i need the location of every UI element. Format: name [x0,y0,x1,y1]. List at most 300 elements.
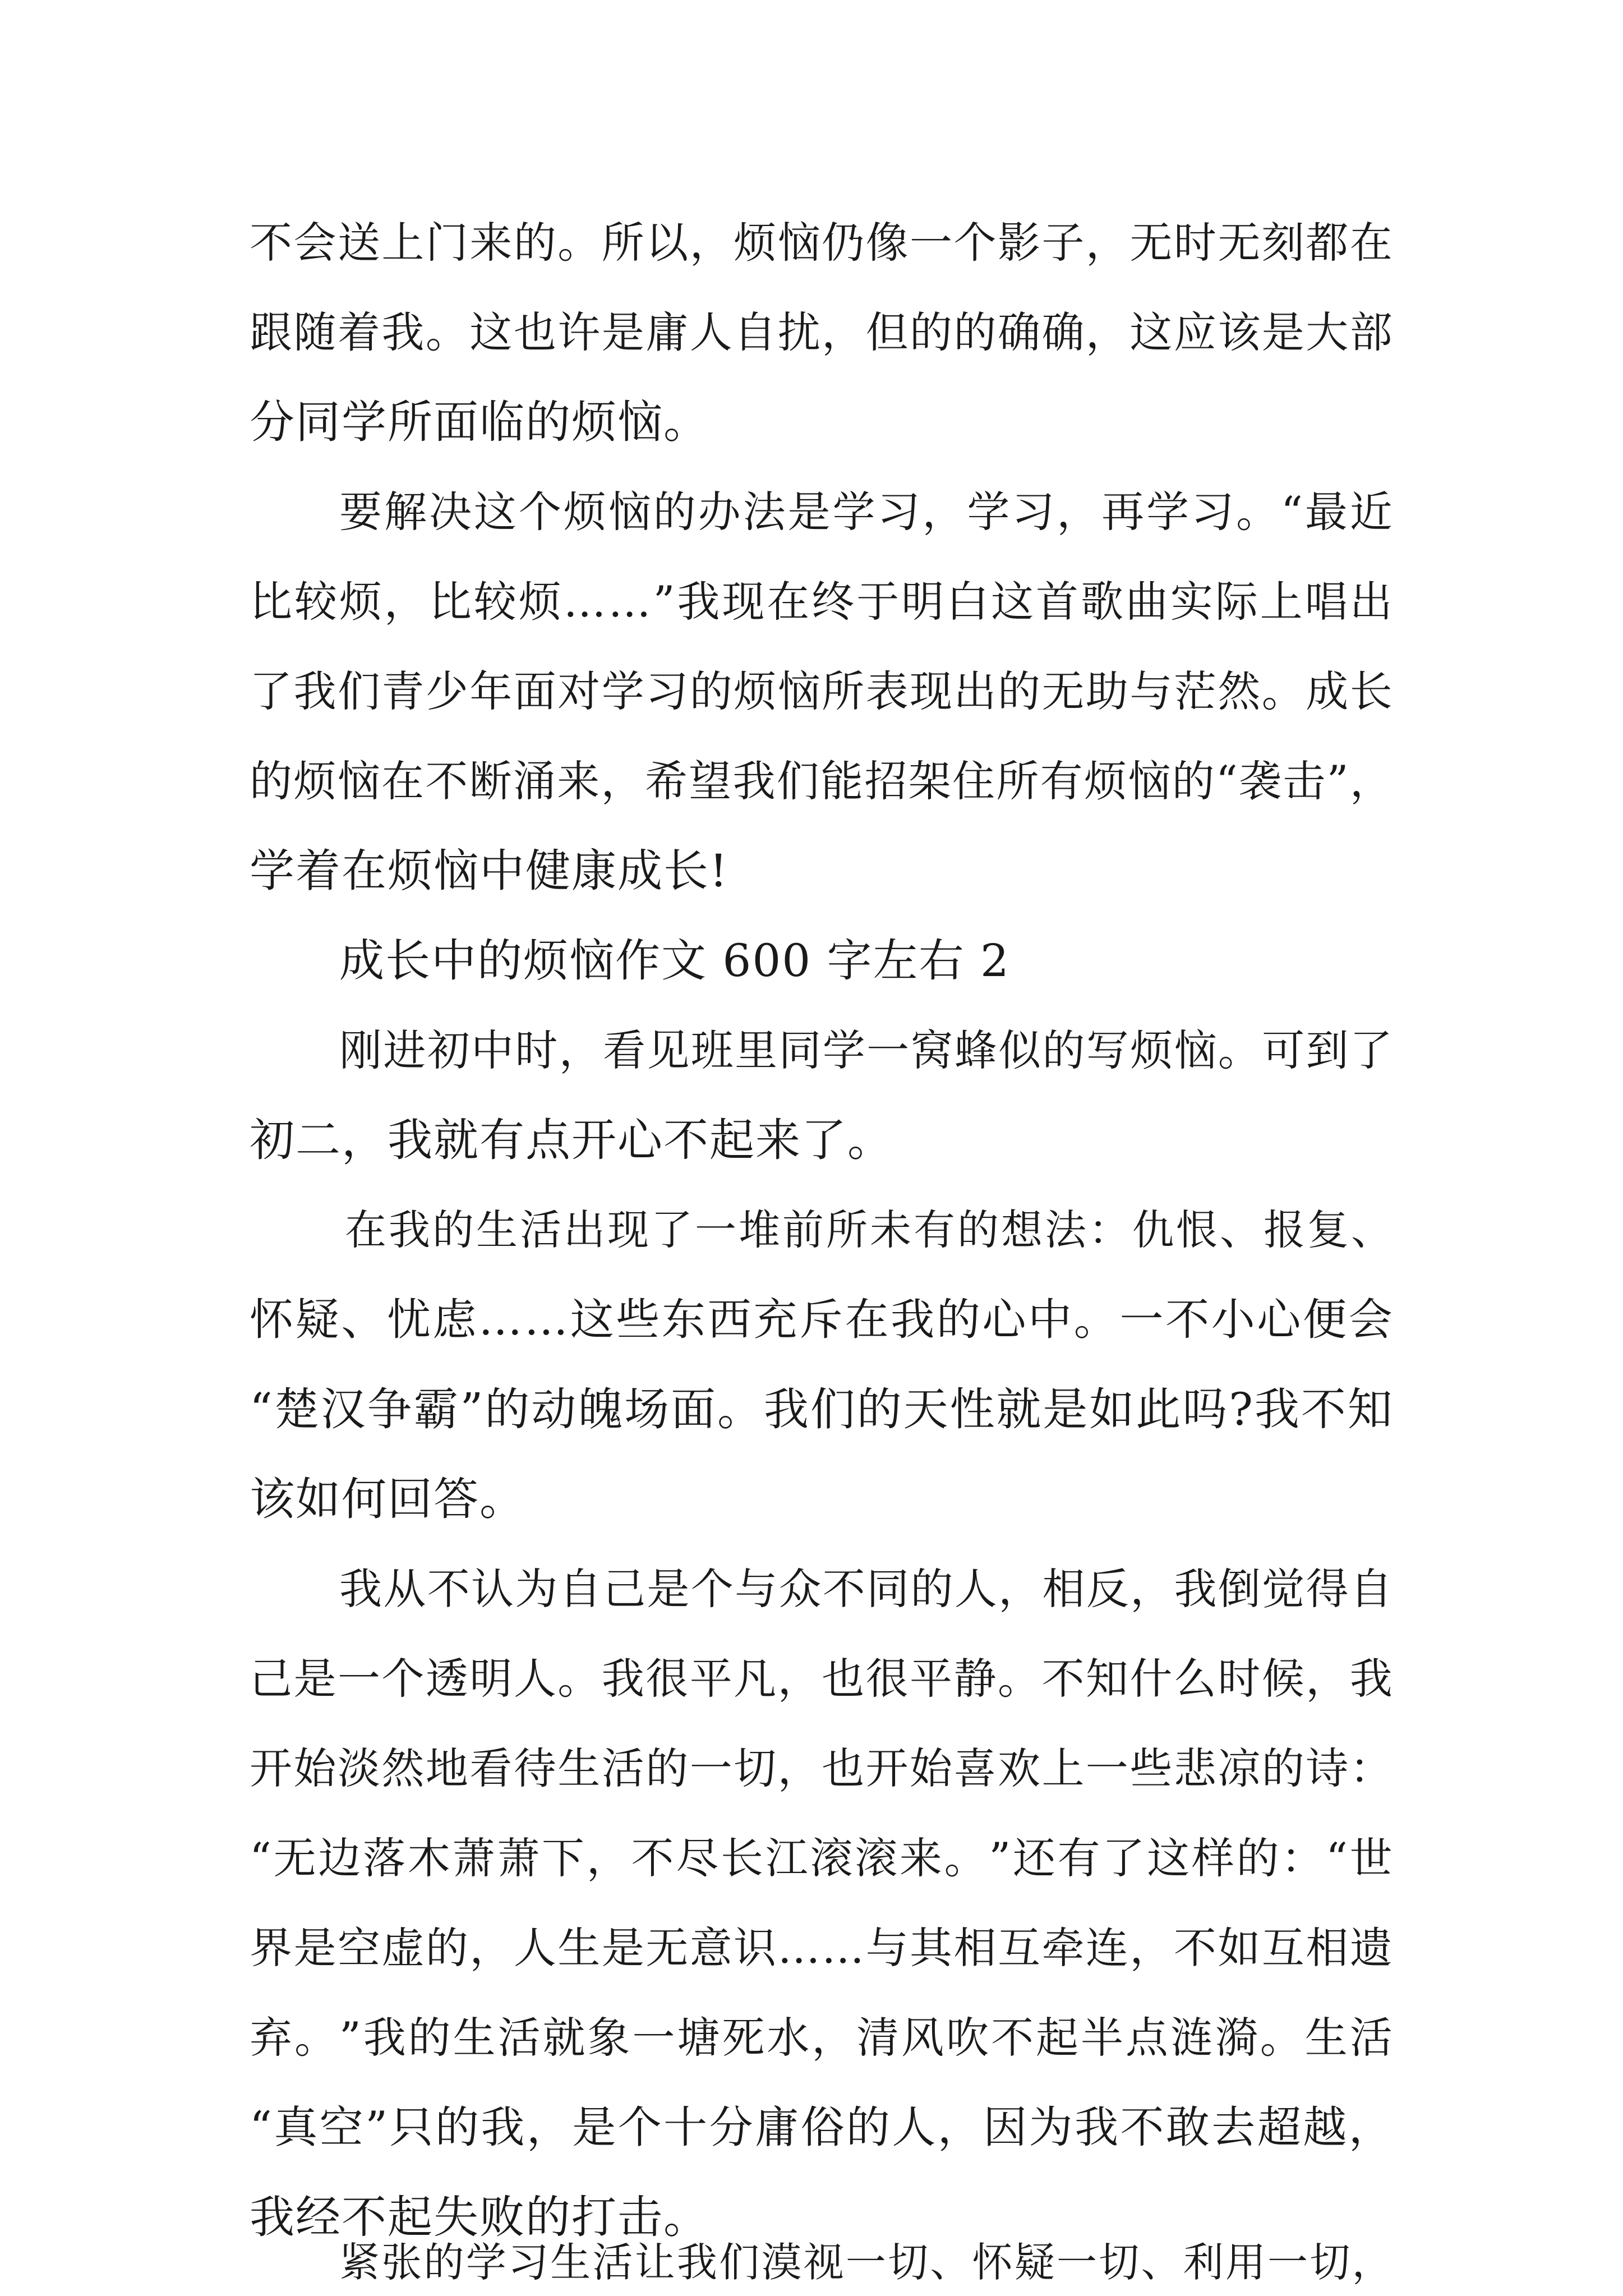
glyph: 吗 [1182,1383,1229,1435]
glyph: 视 [803,2239,845,2286]
glyph: 的 [408,2013,452,2063]
glyph: 但 [865,307,910,357]
glyph: 了 [1349,1025,1394,1075]
glyph: 来 [469,218,514,268]
glyph: 与 [865,1923,910,1973]
glyph: 上 [1260,577,1304,627]
glyph: 只 [389,2102,435,2153]
glyph: 见 [647,1025,691,1075]
glyph: 、 [341,1295,386,1345]
glyph: 木 [407,1833,451,1883]
glyph: 平 [689,1654,734,1704]
glyph: 现 [722,577,766,627]
glyph: 烦 [563,487,607,537]
glyph: 一 [689,1743,734,1793]
glyph: 相 [1042,1564,1086,1614]
glyph: 争 [367,1383,413,1435]
glyph: 际 [1215,577,1259,627]
glyph: 这 [570,1295,615,1345]
glyph: 互 [1261,1923,1306,1973]
glyph: 个 [381,1654,426,1704]
glyph: ， [1057,487,1101,537]
glyph: 刻 [1261,218,1306,268]
glyph: 人 [892,2102,937,2153]
glyph: 场 [624,1383,671,1435]
glyph: 看 [469,1743,514,1793]
glyph: 让 [634,2239,676,2286]
text-line [250,1289,1394,1351]
glyph: 学 [967,487,1011,537]
glyph: 生 [476,1206,519,1254]
glyph: 了 [651,1206,694,1254]
glyph: 少 [425,666,469,716]
glyph: 表 [865,666,910,716]
glyph: 窝 [910,1025,955,1075]
glyph: 。 [557,1654,602,1704]
glyph: 这 [473,487,518,537]
glyph: 活 [497,2013,542,2063]
glyph: 恼 [777,666,822,716]
glyph: 学 [465,2239,508,2286]
glyph: 恼 [608,487,652,537]
glyph: 有 [1057,1833,1101,1883]
glyph: 遗 [1349,1923,1394,1973]
line-text: 分同学所面临的烦恼。 [250,396,709,448]
glyph: 风 [901,2013,946,2063]
glyph: 我 [601,1654,645,1704]
glyph: 再 [1101,487,1146,537]
glyph: 许 [557,307,602,357]
glyph: 魄 [578,1383,624,1435]
glyph: 样 [1191,1833,1235,1883]
glyph: 断 [469,756,513,806]
glyph: 敢 [1165,2102,1211,2153]
glyph: 都 [1306,218,1350,268]
glyph: 活 [520,1206,562,1254]
glyph: 送 [337,218,381,268]
glyph: 人 [513,1654,557,1704]
glyph: 时 [1173,218,1218,268]
glyph: 生 [557,1743,602,1793]
glyph: 在 [1349,218,1394,268]
glyph: 其 [910,1923,954,1973]
glyph: 不 [1165,1295,1211,1345]
glyph: 的 [653,487,697,537]
glyph: 也 [822,1743,866,1793]
glyph: 在 [845,1295,890,1345]
glyph: 习 [1012,487,1056,537]
glyph: 分 [709,2102,754,2153]
glyph: 庸 [645,307,690,357]
glyph: 白 [946,577,990,627]
glyph: 还 [1012,1833,1057,1883]
glyph: … [524,1295,569,1345]
glyph: 以 [645,218,690,268]
text-line [250,1828,1394,1889]
glyph: 与 [1129,666,1174,716]
glyph: 切 [1310,2239,1352,2286]
glyph: 上 [381,218,426,268]
glyph: 恼 [1128,756,1172,806]
glyph: 复 [1307,1206,1350,1254]
glyph: 要 [339,487,383,537]
glyph: 初 [427,1025,471,1075]
glyph: 一 [866,1025,911,1075]
glyph: 我 [1349,1654,1394,1704]
glyph: 虚 [381,1923,426,1973]
glyph: 东 [661,1295,707,1345]
glyph: 凡 [734,1654,778,1704]
line-text: 该如何回答。 [250,1473,525,1525]
glyph: 恼 [1174,1025,1218,1075]
glyph: 自 [559,1564,603,1614]
text-line [339,481,1394,543]
glyph: 觉 [1262,1564,1306,1614]
glyph: 住 [952,756,996,806]
glyph: 不 [1301,1383,1347,1435]
glyph: 心 [1257,1295,1302,1345]
glyph: 什 [1129,1654,1174,1704]
glyph: 然 [381,1743,426,1793]
glyph: 生 [453,2013,497,2063]
glyph: 确 [997,307,1041,357]
glyph: 识 [734,1923,778,1973]
glyph: 知 [1347,1383,1394,1435]
glyph: 。 [1218,1025,1262,1075]
glyph: 未 [870,1206,912,1254]
glyph: 起 [1036,2013,1080,2063]
glyph: ， [822,307,866,357]
glyph: 我 [676,2239,718,2286]
glyph: 个 [617,2102,663,2153]
glyph: 对 [557,666,602,716]
glyph: 小 [1211,1295,1256,1345]
glyph: 恼 [337,756,381,806]
glyph: 无 [273,1833,317,1883]
glyph: 不 [427,1564,471,1614]
glyph: 紧 [339,2239,381,2286]
glyph: 的 [513,218,557,268]
line-text: 初二，我就有点开心不起来了。 [250,1114,893,1166]
glyph: 十 [663,2102,709,2153]
glyph: 扰 [777,307,822,357]
glyph: 怀 [972,2239,1014,2286]
glyph: 此 [1136,1383,1182,1435]
glyph: 己 [250,1654,293,1704]
glyph: 较 [294,577,338,627]
glyph: 一 [695,1206,737,1254]
glyph: 们 [719,2239,761,2286]
glyph: 漠 [761,2239,803,2286]
glyph: 空 [337,1923,381,1973]
text-line [250,571,1394,633]
glyph: 不 [991,2013,1035,2063]
glyph: 一 [910,218,954,268]
glyph: 能 [820,756,865,806]
section-heading [339,930,1394,992]
glyph: 学 [822,1025,866,1075]
glyph: 萧 [497,1833,541,1883]
glyph: 的 [435,2102,480,2153]
glyph: 似 [998,1025,1043,1075]
glyph: 霸 [413,1383,460,1435]
glyph: 如 [1218,1923,1262,1973]
glyph: 望 [689,756,733,806]
glyph: 不 [1173,1923,1218,1973]
glyph: 不 [631,1833,675,1883]
glyph: 法 [1045,1206,1087,1254]
line-text: 学着在烦恼中健康成长! [250,845,729,897]
glyph: 出 [564,1206,606,1254]
glyph: ， [922,487,966,537]
glyph: 也 [822,1654,866,1704]
glyph: 江 [765,1833,809,1883]
glyph: 得 [1306,1564,1350,1614]
glyph: ， [1130,1564,1174,1614]
glyph: 生 [1304,2013,1349,2063]
text-line [339,2234,1394,2290]
glyph: 的 [689,666,734,716]
glyph: 。 [1236,487,1280,537]
glyph: 尽 [676,1833,720,1883]
glyph: 我 [363,2013,407,2063]
glyph: 同 [778,1025,823,1075]
glyph: 待 [513,1743,557,1793]
glyph: 烦 [734,218,778,268]
glyph: 近 [1349,487,1394,537]
glyph: 凉 [1218,1743,1262,1793]
glyph: 中 [471,1025,515,1075]
glyph: 喜 [953,1743,998,1793]
glyph: 的 [425,1923,469,1973]
glyph: 弃 [250,2013,293,2063]
glyph: 恼 [777,218,822,268]
glyph: 烦 [518,577,562,627]
glyph: 仇 [1132,1206,1175,1254]
glyph: 像 [865,218,910,268]
glyph: 的 [1261,1743,1306,1793]
glyph: 有 [1040,756,1084,806]
glyph: 疑 [295,1295,340,1345]
glyph: ” [989,1833,1012,1883]
glyph: 世 [1349,1833,1394,1883]
text-line [250,302,1394,364]
glyph: 认 [471,1564,515,1614]
glyph: 个 [518,487,562,537]
glyph: 人 [513,1923,557,1973]
glyph: 在 [345,1206,388,1254]
glyph: 面 [513,666,557,716]
glyph: 会 [1348,1295,1394,1345]
glyph: ， [1085,218,1129,268]
glyph: 超 [1257,2102,1302,2153]
glyph: 俗 [800,2102,846,2153]
text-line [250,392,1394,453]
glyph: 欢 [997,1743,1041,1793]
glyph: 现 [910,666,954,716]
glyph: 不 [1120,2102,1165,2153]
glyph: 我 [763,1383,810,1435]
glyph: 我 [293,666,338,716]
glyph: 所 [601,218,645,268]
text-line [339,1558,1394,1620]
glyph: 是 [787,487,832,537]
glyph: 庸 [755,2102,800,2153]
glyph: … [563,577,607,627]
text-line [250,1379,1394,1441]
glyph: 的 [250,756,293,806]
glyph: 用 [1225,2239,1267,2286]
glyph: 开 [865,1743,910,1793]
glyph: 是 [293,1654,338,1704]
glyph: 天 [903,1383,949,1435]
glyph: 也 [513,307,557,357]
glyph: 些 [1129,1743,1174,1793]
glyph: 西 [707,1295,753,1345]
glyph: 不 [822,1564,866,1614]
glyph: 习 [877,487,921,537]
glyph: 塘 [677,2013,721,2063]
glyph: 烦 [734,666,778,716]
glyph: 。 [1073,1295,1119,1345]
glyph: 烦 [1083,756,1128,806]
glyph: 堆 [739,1206,781,1254]
glyph: 。 [997,1654,1041,1704]
glyph: 希 [644,756,689,806]
glyph: “ [1281,487,1304,537]
glyph: 心 [982,1295,1027,1345]
glyph: 歌 [1080,577,1124,627]
glyph: 切 [888,2239,930,2286]
glyph: 在 [381,756,425,806]
text-line [250,2097,1394,2159]
glyph: 同 [866,1564,911,1614]
glyph: ” [1326,756,1350,806]
glyph: 些 [616,1295,661,1345]
glyph: 空 [319,2102,365,2153]
glyph: 活 [601,1743,645,1793]
glyph: 意 [689,1923,734,1973]
glyph: “ [250,1383,274,1435]
text-line [250,1469,1394,1530]
glyph: 一 [1085,1743,1129,1793]
glyph: 张 [381,2239,423,2286]
glyph: 时 [515,1025,559,1075]
glyph: 来 [899,1833,943,1883]
glyph: 的 [432,1206,475,1254]
glyph: 很 [865,1654,910,1704]
glyph: 与 [735,1564,779,1614]
glyph: 去 [1211,2102,1257,2153]
glyph: ， [1348,2102,1394,2153]
glyph: 们 [337,666,381,716]
glyph: 仍 [822,218,866,268]
glyph: 习 [508,2239,550,2286]
glyph: 解 [384,487,428,537]
glyph: ” [339,2013,362,2063]
glyph: 性 [949,1383,996,1435]
glyph: 着 [337,307,381,357]
glyph: 的 [953,307,998,357]
glyph: 便 [1303,1295,1348,1345]
glyph: 是 [293,1923,338,1973]
glyph: 反 [1086,1564,1130,1614]
glyph: 学 [832,487,877,537]
glyph: … [822,1923,866,1973]
glyph: 曲 [1125,577,1169,627]
glyph: ， [469,1923,514,1973]
glyph: 的 [957,1206,1000,1254]
glyph: 招 [864,756,909,806]
glyph: 不 [1041,1654,1086,1704]
glyph: 点 [1125,2013,1169,2063]
glyph: 互 [997,1923,1041,1973]
glyph: 象 [587,2013,631,2063]
glyph: 我 [381,307,426,357]
glyph: 了 [1102,1833,1146,1883]
glyph: ， [601,756,645,806]
glyph: 切 [734,1743,778,1793]
glyph: 办 [698,487,742,537]
glyph: 法 [743,487,787,537]
glyph: 的 [1172,756,1216,806]
glyph: 我 [891,1295,936,1345]
glyph: ： [1349,1743,1394,1793]
glyph: 长 [1349,666,1394,716]
glyph: ， [1349,756,1394,806]
glyph: 学 [601,666,645,716]
glyph: 己 [603,1564,647,1614]
glyph: 。 [294,2013,338,2063]
glyph: 是 [572,2102,617,2153]
glyph: 一 [1267,2239,1310,2286]
glyph: 自 [1349,1564,1394,1614]
glyph: 下 [542,1833,585,1883]
glyph: … [608,577,652,627]
glyph: 是 [601,307,645,357]
glyph: 人 [954,1564,998,1614]
glyph: 我 [339,1564,383,1614]
glyph: ， [998,1564,1043,1614]
glyph: 于 [856,577,901,627]
text-line [250,661,1394,723]
glyph: 个 [953,218,998,268]
glyph: 淡 [337,1743,381,1793]
glyph: 班 [690,1025,735,1075]
glyph: 子 [1041,218,1086,268]
text-line [339,1020,1394,1082]
glyph: ， [1085,307,1129,357]
glyph: 架 [908,756,952,806]
glyph: 的 [485,1383,531,1435]
glyph: 的 [910,1564,955,1614]
glyph: 学 [1146,487,1191,537]
glyph: 该 [1218,307,1262,357]
glyph: 烦 [293,756,338,806]
glyph: 牵 [1041,1923,1086,1973]
glyph: ” [365,2102,389,2153]
glyph: ， [811,2013,856,2063]
glyph: 死 [722,2013,766,2063]
glyph: 半 [1080,2013,1124,2063]
glyph: 青 [381,666,426,716]
glyph: ? [1229,1383,1254,1435]
glyph: 我 [389,1206,431,1254]
glyph: 始 [293,1743,338,1793]
glyph: ， [777,1743,822,1793]
glyph: 。 [1260,2013,1304,2063]
glyph: 、 [930,2239,972,2286]
